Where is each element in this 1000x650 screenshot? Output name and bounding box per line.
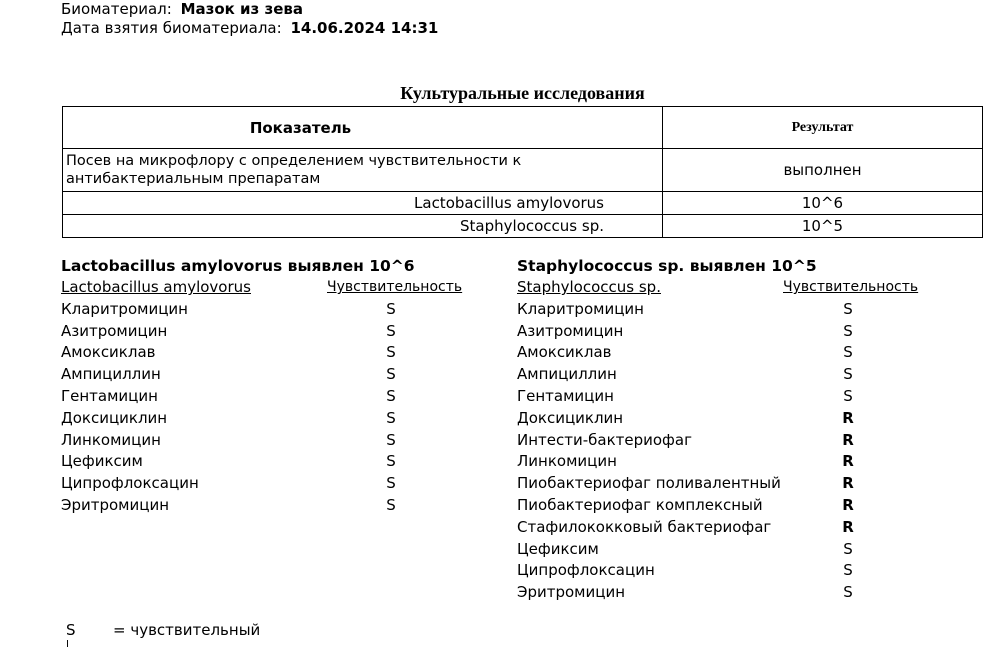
drug-name: Ципрофлоксацин — [61, 474, 199, 493]
list-item — [517, 364, 937, 386]
list-item — [61, 473, 481, 495]
sensitivity-value: S — [386, 299, 396, 318]
drug-name: Пиобактериофаг комплексный — [517, 495, 763, 514]
sensitivity-value: S — [843, 539, 853, 558]
sensitivity-value: S — [386, 408, 396, 427]
drug-name: Гентамицин — [517, 386, 614, 405]
sensitivity-value: R — [842, 495, 854, 514]
collection-date-value: 14.06.2024 14:31 — [290, 19, 439, 37]
drug-name: Интести-бактериофаг — [517, 430, 692, 449]
culture-results-table — [62, 106, 983, 238]
list-item — [517, 473, 937, 495]
drug-name: Гентамицин — [61, 386, 158, 405]
organism-name: Staphylococcus sp. — [63, 215, 663, 238]
drug-name: Амоксиклав — [61, 343, 156, 362]
sensitivity-block-staphylococcus — [517, 255, 937, 604]
drug-name: Цефиксим — [517, 539, 599, 558]
drug-name: Кларитромицин — [61, 299, 188, 318]
list-item — [517, 560, 937, 582]
list-item — [517, 451, 937, 473]
header-result: Результат — [663, 107, 983, 149]
col-organism: Lactobacillus amylovorus — [61, 278, 251, 296]
sensitivity-value: S — [386, 474, 396, 493]
culture-test-name — [63, 149, 663, 192]
sensitivity-value: S — [386, 386, 396, 405]
organism-titer: 10^5 — [663, 215, 983, 238]
biomaterial-value: Мазок из зева — [180, 0, 304, 18]
sensitivity-value: S — [386, 365, 396, 384]
list-item — [517, 430, 937, 452]
list-item — [517, 342, 937, 364]
collection-date-label: Дата взятия биоматериала: — [61, 19, 282, 37]
col-organism: Staphylococcus sp. — [517, 278, 661, 296]
list-item — [61, 451, 481, 473]
block-title: Lactobacillus amylovorus выявлен 10^6 — [61, 257, 415, 275]
table-row — [63, 215, 983, 238]
drug-name: Амоксиклав — [517, 343, 612, 362]
drug-name: Ампициллин — [61, 365, 161, 384]
header-indicator: Показатель — [63, 107, 663, 149]
legend-definition: = чувствительный — [113, 621, 261, 639]
list-item — [61, 408, 481, 430]
drug-name: Кларитромицин — [517, 299, 644, 318]
drug-name: Ципрофлоксацин — [517, 561, 655, 580]
sensitivity-value: S — [843, 299, 853, 318]
organism-titer: 10^6 — [663, 192, 983, 215]
col-sensitivity: Чувствительность — [783, 279, 919, 295]
list-item — [517, 582, 937, 604]
biomaterial-label: Биоматериал: — [61, 0, 172, 18]
list-item — [61, 430, 481, 452]
sensitivity-value: S — [843, 583, 853, 602]
drug-name: Стафилококковый бактериофаг — [517, 517, 772, 536]
list-item — [517, 386, 937, 408]
sensitivity-value: S — [843, 386, 853, 405]
drug-name: Линкомицин — [517, 452, 617, 471]
sensitivity-value: S — [386, 495, 396, 514]
sensitivity-value: S — [386, 343, 396, 362]
list-item — [517, 517, 937, 539]
sensitivity-value: R — [842, 474, 854, 493]
list-item — [61, 299, 481, 321]
drug-name: Линкомицин — [61, 430, 161, 449]
drug-name: Азитромицин — [517, 321, 624, 340]
block-title: Staphylococcus sp. выявлен 10^5 — [517, 257, 817, 275]
list-item — [517, 299, 937, 321]
col-sensitivity: Чувствительность — [327, 279, 463, 295]
sensitivity-value: R — [842, 430, 854, 449]
drug-name: Доксициклин — [61, 408, 168, 427]
section-title: Культуральные исследования — [400, 83, 645, 103]
culture-test-name-line1: Посев на микрофлору с определением чувствительности к — [66, 153, 522, 169]
drug-name: Пиобактериофаг поливалентный — [517, 474, 781, 493]
drug-name: Эритромицин — [517, 583, 626, 602]
organism-name: Lactobacillus amylovorus — [63, 192, 663, 215]
sensitivity-value: S — [386, 452, 396, 471]
drug-name: Азитромицин — [61, 321, 168, 340]
sensitivity-value: R — [842, 517, 854, 536]
list-item — [61, 342, 481, 364]
sensitivity-value: S — [386, 321, 396, 340]
drug-name: Цефиксим — [61, 452, 143, 471]
table-header-row — [63, 107, 983, 149]
culture-test-name-line2: антибактериальным препаратам — [66, 171, 321, 187]
legend-symbol: S — [66, 621, 76, 639]
block-header-row — [517, 277, 937, 299]
sensitivity-value: S — [386, 430, 396, 449]
table-row — [63, 192, 983, 215]
sensitivity-block-lactobacillus — [61, 255, 481, 517]
list-item — [517, 539, 937, 561]
sensitivity-value: S — [843, 365, 853, 384]
sensitivity-rows — [517, 299, 937, 604]
sensitivity-value: S — [843, 321, 853, 340]
drug-name: Эритромицин — [61, 495, 170, 514]
drug-name: Ампициллин — [517, 365, 617, 384]
collection-date-line — [61, 19, 438, 37]
sensitivity-value: S — [843, 343, 853, 362]
table-row — [63, 149, 983, 192]
list-item — [61, 386, 481, 408]
legend-next-symbol: I — [66, 639, 69, 650]
sensitivity-value: S — [843, 561, 853, 580]
sensitivity-value: R — [842, 452, 854, 471]
biomaterial-line — [61, 0, 303, 18]
sensitivity-value: R — [842, 408, 854, 427]
list-item — [61, 495, 481, 517]
list-item — [517, 495, 937, 517]
list-item — [517, 408, 937, 430]
block-header-row — [61, 277, 481, 299]
culture-test-result: выполнен — [663, 149, 983, 192]
list-item — [61, 321, 481, 343]
list-item — [517, 321, 937, 343]
drug-name: Доксициклин — [517, 408, 624, 427]
sensitivity-rows — [61, 299, 481, 517]
list-item — [61, 364, 481, 386]
